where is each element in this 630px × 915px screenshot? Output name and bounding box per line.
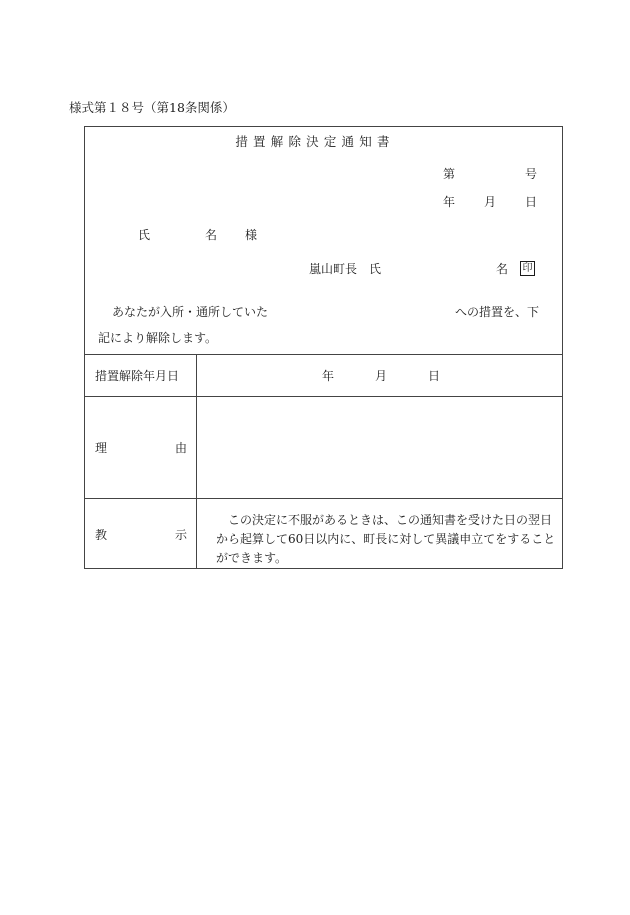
instruction-label-b: 示 [175, 528, 188, 542]
recipient-mei: 名 [205, 228, 218, 242]
body-line1-right: への措置を、下 [455, 305, 540, 319]
date-day: 日 [525, 195, 538, 209]
reason-label-b: 由 [175, 441, 188, 455]
date-row-label: 措置解除年月日 [95, 369, 180, 383]
divider-reason-row [84, 498, 563, 499]
column-divider [196, 355, 197, 569]
date-row-month: 月 [375, 369, 388, 383]
instruction-text: この決定に不服があるときは、この通知書を受けた日の翌日から起算して60日以内に、町長に対して異議申立てをすることができます。 [216, 513, 556, 565]
date-row-day: 日 [428, 369, 441, 383]
form-number-label: 様式第１８号（第18条関係） [69, 100, 235, 115]
seal-mark [520, 261, 535, 276]
seal-stamp: 印 [520, 261, 535, 276]
sender-mei: 名 [496, 262, 509, 276]
doc-number-go: 号 [525, 167, 538, 181]
recipient-sama: 様 [245, 228, 258, 242]
date-year: 年 [443, 195, 456, 209]
doc-number-dai: 第 [443, 167, 456, 181]
divider-header [84, 354, 563, 355]
notice-frame [84, 126, 563, 569]
document-title: 措置解除決定通知書 [235, 134, 395, 149]
reason-label-a: 理 [95, 441, 108, 455]
sender-title: 嵐山町長 氏 [309, 262, 382, 276]
instruction-label-a: 教 [95, 528, 108, 542]
recipient-shi: 氏 [138, 228, 151, 242]
date-month: 月 [484, 195, 497, 209]
body-line1-left: あなたが入所・通所していた [112, 305, 269, 319]
date-row-year: 年 [322, 369, 335, 383]
body-line2: 記により解除します。 [98, 331, 218, 345]
divider-date-row [84, 396, 563, 397]
